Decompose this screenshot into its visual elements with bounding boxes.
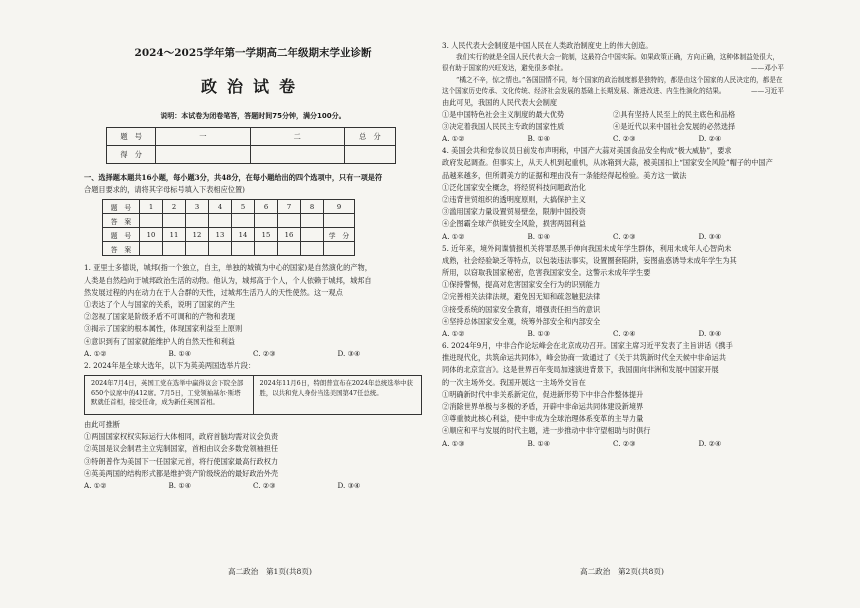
choice-a: A. ①② bbox=[442, 134, 465, 144]
answer-cell: 9 bbox=[324, 200, 355, 214]
us-election-excerpt: 2024年11月6日，特朗普宣布在2024年总统选举中获胜，以共和党人身份当选美国第47任总统。 bbox=[253, 376, 422, 414]
option-line: ③尊重彼此核心利益，使中非成为全球治理体系变革的主导力量 bbox=[442, 414, 644, 424]
question-text: 2. 2024年是全球大选年，以下为英美两国选举片段： bbox=[84, 360, 256, 370]
choice-c: C. ②③ bbox=[613, 438, 636, 448]
option-line: ①明确新时代中非关系新定位，促进新形势下中非合作整体提升 bbox=[442, 389, 644, 399]
answer-cell bbox=[140, 242, 163, 256]
option-line: ①保持警惕，提高对危害国家安全行为的识别能力 bbox=[442, 280, 601, 290]
quote-text: “橘之不辛，惊之情也。”各国国情不同，每个国家的政治制度都是独特的，都是由这个国家的人民决定的，都是在这个国家历史传承、文化传统、经济社会发展的基础上长期发展、渐进改进、内生性演化的结果。 bbox=[442, 75, 783, 95]
choice-a: A. ①② bbox=[84, 481, 107, 491]
answer-cell bbox=[209, 214, 232, 228]
table-row bbox=[107, 128, 396, 146]
choice-a: A. ①② bbox=[442, 329, 465, 339]
option-line: ③滥用国家力量设置贸易壁垒，限制中国投资 bbox=[442, 207, 586, 217]
table-row bbox=[103, 242, 355, 256]
quote-source: ——邓小平 bbox=[751, 64, 784, 73]
question-2 bbox=[84, 360, 422, 492]
option-line: ②英国是议会制君主立宪制国家，首相由议会多数党领袖担任 bbox=[84, 444, 279, 454]
answer-cell bbox=[324, 242, 355, 256]
answer-cell: 13 bbox=[209, 228, 232, 242]
page-one-footer: 高二政治 第1页(共8页) bbox=[228, 567, 312, 576]
answer-cell bbox=[278, 242, 301, 256]
score-cell: 总 分 bbox=[344, 128, 395, 146]
uk-election-excerpt: 2024年7月4日，英国工党在选举中赢得议会下院全部650个议席中的412席。7月5日，工党领袖基尔·斯塔默就任首相，接受任命，成为新任英国首相。 bbox=[91, 379, 244, 407]
answer-choices bbox=[442, 231, 784, 243]
answer-cell: 5 bbox=[232, 200, 255, 214]
answer-cell bbox=[255, 242, 278, 256]
question-lead: 由此可推断 bbox=[84, 420, 120, 430]
choice-c: C. ②③ bbox=[613, 134, 636, 144]
question-text: 然发展过程的内在动力在于人合群的天性，过城邦生活乃人的天性使然。这一观点 bbox=[84, 287, 343, 297]
option-line: ③揭示了国家的根本属性，体现国家利益至上原则 bbox=[84, 324, 243, 334]
option-line: ①泛化国家安全概念，将经贸科技问题政治化 bbox=[442, 182, 586, 192]
quote-source: ——习近平 bbox=[751, 86, 784, 95]
choice-d: D. ②④ bbox=[698, 438, 722, 448]
page-one bbox=[84, 36, 422, 596]
section-one-instructions: 一、选择题本题共16小题，每小题3分，共48分，在每小题给出的四个选项中，只有一项是符 bbox=[84, 173, 383, 182]
answer-table bbox=[102, 199, 355, 256]
option-line: ①是中国特色社会主义制度的最大优势 bbox=[442, 110, 565, 120]
choice-b: B. ①④ bbox=[527, 438, 551, 448]
choice-d: D. ③④ bbox=[698, 329, 722, 339]
question-lead: 由此可见，我国的人民代表大会制度 bbox=[442, 98, 558, 108]
answer-cell: 1 bbox=[140, 200, 163, 214]
instructions: 说明：本试卷为闭卷笔答，答题时间75分钟，满分100分。 bbox=[160, 112, 346, 120]
choice-c: C. ②④ bbox=[613, 329, 636, 339]
choice-b: B. ①④ bbox=[527, 231, 551, 241]
choice-c: C. ②③ bbox=[613, 231, 636, 241]
score-cell: 得 分 bbox=[107, 146, 156, 164]
answer-choices bbox=[84, 348, 422, 360]
answer-cell: 学 分 bbox=[324, 228, 355, 242]
election-excerpt-box bbox=[84, 375, 422, 415]
option-line: ④企图霸全球产供链安全风险，损害两国利益 bbox=[442, 219, 586, 229]
page-two bbox=[442, 36, 784, 596]
quote-block bbox=[442, 52, 784, 74]
question-text: 人类是自然趋向于城邦政治生活的动物。他认为，城邦高于个人，个人依赖于城邦，城邦自 bbox=[84, 275, 372, 285]
question-4 bbox=[442, 145, 784, 242]
answer-cell: 答 案 bbox=[103, 214, 140, 228]
answer-cell bbox=[232, 242, 255, 256]
answer-cell: 14 bbox=[232, 228, 255, 242]
question-5 bbox=[442, 243, 784, 340]
answer-cell bbox=[186, 242, 209, 256]
question-text: 3. 人民代表大会制度是中国人民在人类政治制度史上的伟大创造。 bbox=[442, 41, 653, 50]
question-text: 政府发起调查。但事实上，从天人机到起重机，从冰箱到大蒜，被美国扣上“国家安全风险”帽子的中国产 bbox=[442, 158, 773, 168]
choice-c: C. ②③ bbox=[253, 481, 276, 491]
answer-cell bbox=[301, 242, 324, 256]
answer-cell: 4 bbox=[209, 200, 232, 214]
option-line: ④意识到有了国家就能维护人的自然天性和利益 bbox=[84, 336, 235, 346]
option-line: ④顺应和平与发展的时代主题，进一步推动中非守望相助与时俱行 bbox=[442, 426, 651, 436]
score-cell: 二 bbox=[250, 128, 344, 146]
answer-cell: 8 bbox=[301, 200, 324, 214]
answer-cell bbox=[140, 214, 163, 228]
choice-d: D. ②④ bbox=[698, 134, 722, 144]
answer-cell bbox=[301, 228, 324, 242]
score-cell: 题 号 bbox=[107, 128, 156, 146]
option-line: ②具有坚持人民至上的民主底色和品格 bbox=[613, 110, 736, 120]
quote-block bbox=[442, 75, 784, 97]
answer-cell: 3 bbox=[186, 200, 209, 214]
answer-cell: 16 bbox=[278, 228, 301, 242]
option-line: ④坚持总体国家安全观，统筹外部安全和内部安全 bbox=[442, 316, 601, 326]
score-cell bbox=[250, 146, 344, 164]
answer-cell bbox=[163, 214, 186, 228]
question-text: 5. 近年来，境外间谍情报机关将罪恶黑手伸向我国未成年学生群体，利用未成年人心智尚未 bbox=[442, 243, 732, 253]
option-line: ①两国国家权权实际运行大体相同，政府首脑均需对议会负责 bbox=[84, 432, 279, 442]
answer-choices bbox=[84, 480, 422, 492]
choice-a: A. ①② bbox=[84, 348, 107, 358]
choice-d: D. ③④ bbox=[337, 481, 361, 491]
option-line: ②消除世界单极与多极的矛盾，开辟中非命运共同体建设新境界 bbox=[442, 402, 644, 412]
table-row bbox=[103, 228, 355, 242]
answer-cell bbox=[255, 214, 278, 228]
question-text: 品越来越多，但所谓美方的证据和理由没有一条能经得起检验。美方这一做法 bbox=[442, 170, 687, 180]
table-row bbox=[103, 214, 355, 228]
question-text: 同体的北京宣言》。这是世界百年变局加速演进背景下，我国面向非洲和发展中国家开展 bbox=[442, 365, 719, 375]
answer-choices bbox=[442, 133, 784, 145]
answer-cell: 7 bbox=[278, 200, 301, 214]
answer-cell: 15 bbox=[255, 228, 278, 242]
choice-b: B. ①④ bbox=[527, 134, 551, 144]
question-text: 的一次主场外交。我国开展这一主场外交旨在 bbox=[442, 377, 586, 387]
score-cell bbox=[156, 146, 250, 164]
option-line: ③特朗普作为美国下一任国家元首，将行使国家最高行政权力 bbox=[84, 456, 279, 466]
option-line: ②完善相关法律法规，避免因无知和疏忽触犯法律 bbox=[442, 292, 601, 302]
question-text: 成熟，社会经验缺乏等特点，以包装违法事实，设置圈套陷阱，妄图蛊惑诱导未成年学生为其 bbox=[442, 255, 737, 265]
option-line: ③接受系统的国家安全教育，增强责任担当的意识 bbox=[442, 304, 601, 314]
answer-cell: 题 号 bbox=[103, 228, 140, 242]
option-line: ②违背世贸组织的透明度原则，大搞保护主义 bbox=[442, 195, 586, 205]
answer-choices bbox=[442, 328, 784, 340]
option-line: ①表达了个人与国家的关系，说明了国家的产生 bbox=[84, 300, 235, 310]
option-line: ④英美两国的结构形式都是维护资产阶级统治的最好政治外壳 bbox=[84, 468, 279, 478]
answer-choices bbox=[442, 438, 784, 450]
question-text: 4. 美国会共和党参议员日前发布声明称，中国产大蒜对美国食品安全构成“极大威胁”，要求 bbox=[442, 146, 732, 156]
question-1 bbox=[84, 262, 422, 359]
score-table bbox=[106, 127, 396, 164]
section-one-instructions-cont: 合题目要求的，请将其字母标号填入下表相应位置) bbox=[84, 185, 245, 195]
answer-cell bbox=[278, 214, 301, 228]
question-text: 所用，以窃取我国家秘密，危害我国家安全。这警示未成年学生要 bbox=[442, 268, 651, 278]
score-cell: 一 bbox=[156, 128, 250, 146]
answer-cell: 10 bbox=[140, 228, 163, 242]
answer-cell: 2 bbox=[163, 200, 186, 214]
quote-text: 我们实行的就是全国人民代表大会一院制，这最符合中国实际。如果政策正确，方向正确，这种体制益处很大，很有助于国家的兴旺发达，避免很多牵扯。 bbox=[442, 53, 780, 73]
choice-b: B. ①④ bbox=[168, 348, 192, 358]
answer-cell bbox=[232, 214, 255, 228]
choice-a: A. ①② bbox=[442, 231, 465, 241]
question-6 bbox=[442, 340, 784, 450]
question-3 bbox=[442, 40, 784, 145]
subject-title: 政治试卷 bbox=[200, 77, 305, 96]
answer-cell bbox=[324, 214, 355, 228]
score-cell bbox=[344, 146, 395, 164]
choice-b: B. ①③ bbox=[527, 329, 551, 339]
question-text: 6. 2024年9月，中非合作论坛峰会在北京成功召开。国家主席习近平发表了主旨讲话《携手 bbox=[442, 341, 733, 351]
answer-cell: 题 号 bbox=[103, 200, 140, 214]
page-two-footer: 高二政治 第2页(共8页) bbox=[580, 567, 664, 576]
answer-cell bbox=[186, 214, 209, 228]
question-text: 推进现代化，共筑命运共同体》，峰会协商一致通过了《关于共筑新时代全天候中非命运共 bbox=[442, 353, 726, 363]
choice-c: C. ②③ bbox=[253, 348, 276, 358]
option-line: ③决定着我国人民民主专政的国家性质 bbox=[442, 122, 565, 132]
answer-cell: 6 bbox=[255, 200, 278, 214]
table-row bbox=[107, 146, 396, 164]
option-line: ④是近代以来中国社会发展的必然选择 bbox=[613, 122, 736, 132]
option-row bbox=[442, 109, 784, 121]
choice-d: D. ③④ bbox=[337, 348, 361, 358]
answer-cell: 11 bbox=[163, 228, 186, 242]
answer-cell bbox=[301, 214, 324, 228]
choice-b: B. ①④ bbox=[168, 481, 192, 491]
question-text: 1. 亚里士多德说，城邦(指一个独立，自主，单独的城镇为中心的国家)是自然演化的产物， bbox=[84, 263, 372, 273]
answer-cell bbox=[163, 242, 186, 256]
choice-d: D. ③④ bbox=[698, 231, 722, 241]
answer-cell: 答 案 bbox=[103, 242, 140, 256]
choice-a: A. ①③ bbox=[442, 438, 465, 448]
answer-cell: 12 bbox=[186, 228, 209, 242]
option-row bbox=[442, 121, 784, 133]
option-line: ②忽视了国家是阶级矛盾不可调和的产物和表现 bbox=[84, 312, 235, 322]
exam-title: 2024～2025学年第一学期高二年级期末学业诊断 bbox=[134, 47, 372, 59]
table-row bbox=[103, 200, 355, 214]
answer-cell bbox=[209, 242, 232, 256]
